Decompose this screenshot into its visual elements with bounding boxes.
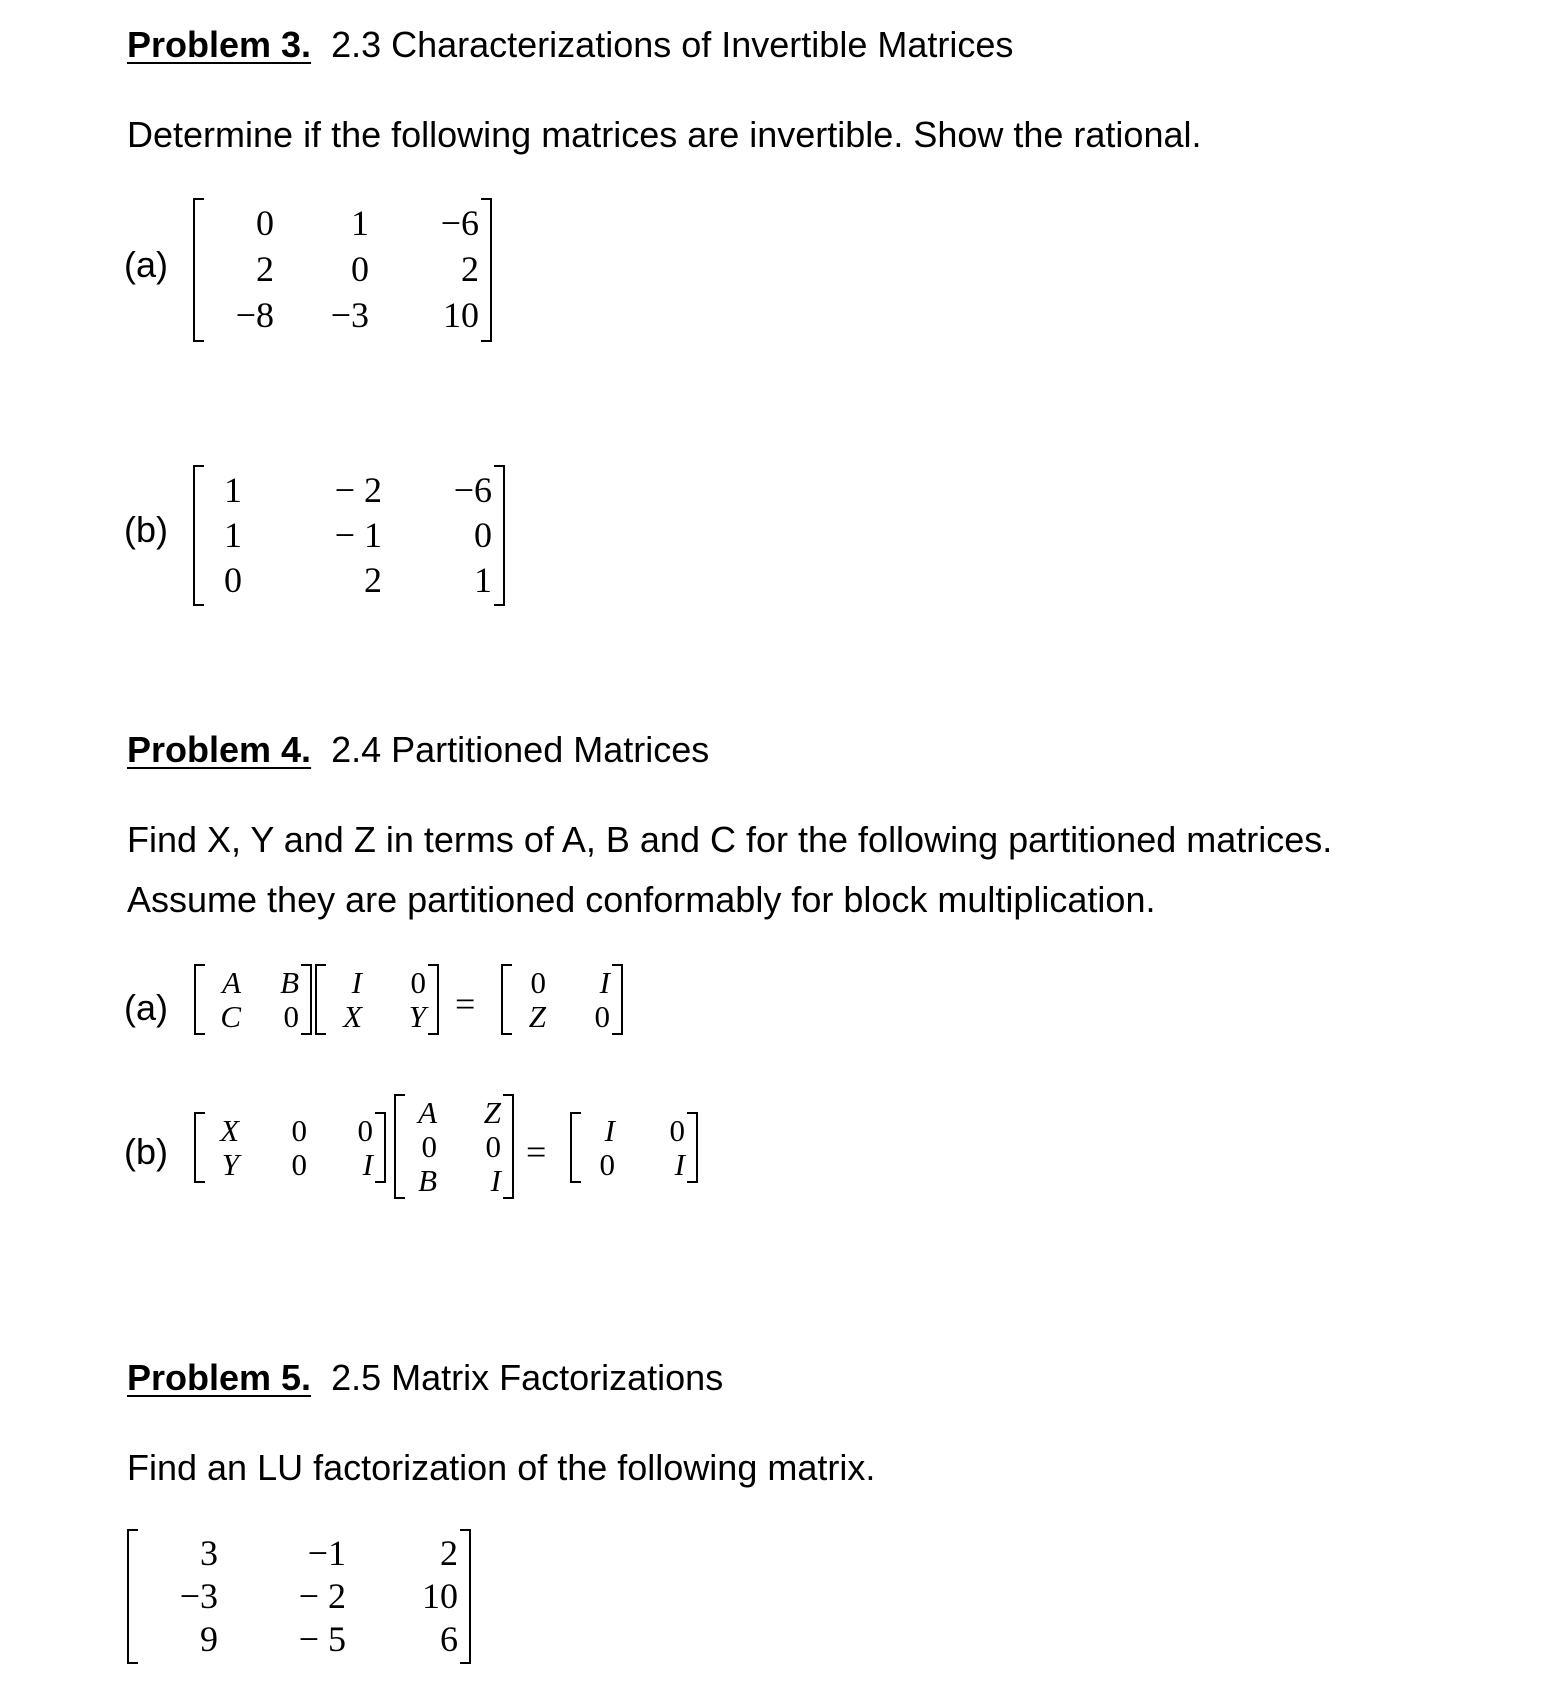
left-bracket	[194, 1112, 205, 1183]
problem-4b-label: (b)	[124, 1131, 168, 1172]
problem-4-heading	[127, 729, 710, 770]
equals-sign: =	[455, 984, 476, 1024]
matrix-cell: − 2	[298, 1575, 346, 1616]
matrix-cell: I	[604, 1112, 615, 1148]
matrix-cell: 0	[224, 559, 242, 600]
matrix-cell: 10	[422, 1575, 458, 1616]
problem-4a-matrix-1	[194, 964, 312, 1035]
matrix-cell: 2	[440, 1532, 458, 1573]
problem-4-instruction-line-1: Find X, Y and Z in terms of A, B and C for the following partitioned matrices.	[127, 819, 1333, 860]
left-bracket	[193, 198, 204, 342]
right-bracket	[375, 1112, 386, 1183]
problem-4b-matrix-1	[194, 1112, 386, 1183]
matrix-cell: 0	[485, 1128, 501, 1164]
right-bracket	[494, 465, 505, 606]
matrix-cell: 2	[256, 249, 274, 289]
left-bracket	[194, 964, 205, 1035]
matrix-cell: 2	[461, 249, 479, 289]
matrix-cell: X	[220, 1112, 239, 1148]
matrix-cell: 9	[200, 1618, 218, 1659]
problem-3b-matrix	[193, 465, 505, 606]
problem-5-heading	[127, 1357, 724, 1398]
right-bracket	[687, 1112, 698, 1183]
matrix-cell: 0	[530, 964, 546, 1000]
right-bracket	[428, 964, 439, 1035]
left-bracket	[127, 1529, 138, 1664]
problem-3b-label: (b)	[124, 509, 168, 550]
matrix-cell: I	[490, 1162, 501, 1198]
matrix-cell: 1	[474, 559, 492, 600]
matrix-cell: 0	[291, 1146, 307, 1182]
matrix-cell: 3	[200, 1532, 218, 1573]
matrix-cell: − 2	[334, 469, 382, 510]
matrix-cell: 0	[599, 1146, 615, 1182]
matrix-cell: 0	[669, 1112, 685, 1148]
problem-5-number: Problem 5.	[127, 1357, 312, 1398]
right-bracket	[503, 1094, 514, 1199]
problem-4-instruction-line-2: Assume they are partitioned conformably for block multiplication.	[127, 879, 1156, 920]
matrix-cell: I	[674, 1146, 685, 1182]
matrix-cell: −8	[235, 295, 274, 335]
matrix-cell: 6	[440, 1618, 458, 1659]
problem-4b-matrix-3	[570, 1112, 698, 1183]
problem-4a-matrix-3	[501, 964, 623, 1035]
problem-5-matrix	[127, 1529, 471, 1664]
matrix-cell: 0	[421, 1128, 437, 1164]
left-bracket	[570, 1112, 581, 1183]
matrix-cell: Z	[528, 998, 546, 1034]
problem-5-instruction: Find an LU factorization of the following matrix.	[127, 1447, 876, 1488]
matrix-cell: 1	[224, 469, 242, 510]
matrix-cell: −6	[453, 469, 492, 510]
problem-3-section-title: 2.3 Characterizations of Invertible Matrices	[331, 24, 1014, 65]
equals-sign: =	[526, 1132, 547, 1172]
matrix-cell: 0	[594, 998, 610, 1034]
right-bracket	[612, 964, 623, 1035]
matrix-cell: I	[362, 1146, 373, 1182]
matrix-cell: A	[418, 1094, 437, 1130]
matrix-cell: 1	[224, 514, 242, 555]
matrix-cell: 1	[351, 203, 369, 243]
matrix-cell: Y	[221, 1146, 239, 1182]
matrix-cell: −3	[179, 1575, 218, 1616]
problem-4a-label: (a)	[124, 987, 168, 1028]
matrix-cell: −3	[330, 295, 369, 335]
matrix-cell: I	[599, 964, 610, 1000]
problem-3-heading	[127, 24, 1014, 65]
right-bracket	[301, 964, 312, 1035]
matrix-cell: A	[222, 964, 241, 1000]
matrix-cell: 0	[283, 998, 299, 1034]
problem-4a-matrix-2	[315, 964, 439, 1035]
problem-3a-label: (a)	[124, 244, 168, 285]
problem-3a-matrix	[193, 198, 492, 342]
matrix-cell: 0	[474, 514, 492, 555]
matrix-cell: −6	[440, 203, 479, 243]
matrix-cell: − 5	[298, 1618, 346, 1659]
left-bracket	[394, 1094, 405, 1199]
problem-4-section-title: 2.4 Partitioned Matrices	[331, 729, 710, 770]
matrix-cell: C	[220, 998, 241, 1034]
matrix-cell: Z	[483, 1094, 501, 1130]
matrix-cell: Y	[408, 998, 426, 1034]
problem-4b-matrix-2	[394, 1094, 514, 1199]
problem-3-number: Problem 3.	[127, 24, 312, 65]
matrix-cell: −1	[307, 1532, 346, 1573]
left-bracket	[193, 465, 204, 606]
matrix-cell: B	[280, 964, 299, 1000]
matrix-cell: 0	[410, 964, 426, 1000]
left-bracket	[501, 964, 512, 1035]
problem-3-instruction: Determine if the following matrices are invertible. Show the rational.	[127, 114, 1202, 155]
matrix-cell: 0	[357, 1112, 373, 1148]
left-bracket	[315, 964, 326, 1035]
problem-4-number: Problem 4.	[127, 729, 312, 770]
right-bracket	[460, 1529, 471, 1664]
matrix-cell: 10	[443, 295, 479, 335]
matrix-cell: 2	[364, 559, 382, 600]
matrix-cell: 0	[256, 203, 274, 243]
matrix-cell: − 1	[334, 514, 382, 555]
matrix-cell: 0	[351, 249, 369, 289]
matrix-cell: 0	[291, 1112, 307, 1148]
matrix-cell: I	[351, 964, 362, 1000]
problem-5-section-title: 2.5 Matrix Factorizations	[331, 1357, 724, 1398]
matrix-cell: X	[343, 998, 362, 1034]
right-bracket	[481, 198, 492, 342]
matrix-cell: B	[418, 1162, 437, 1198]
